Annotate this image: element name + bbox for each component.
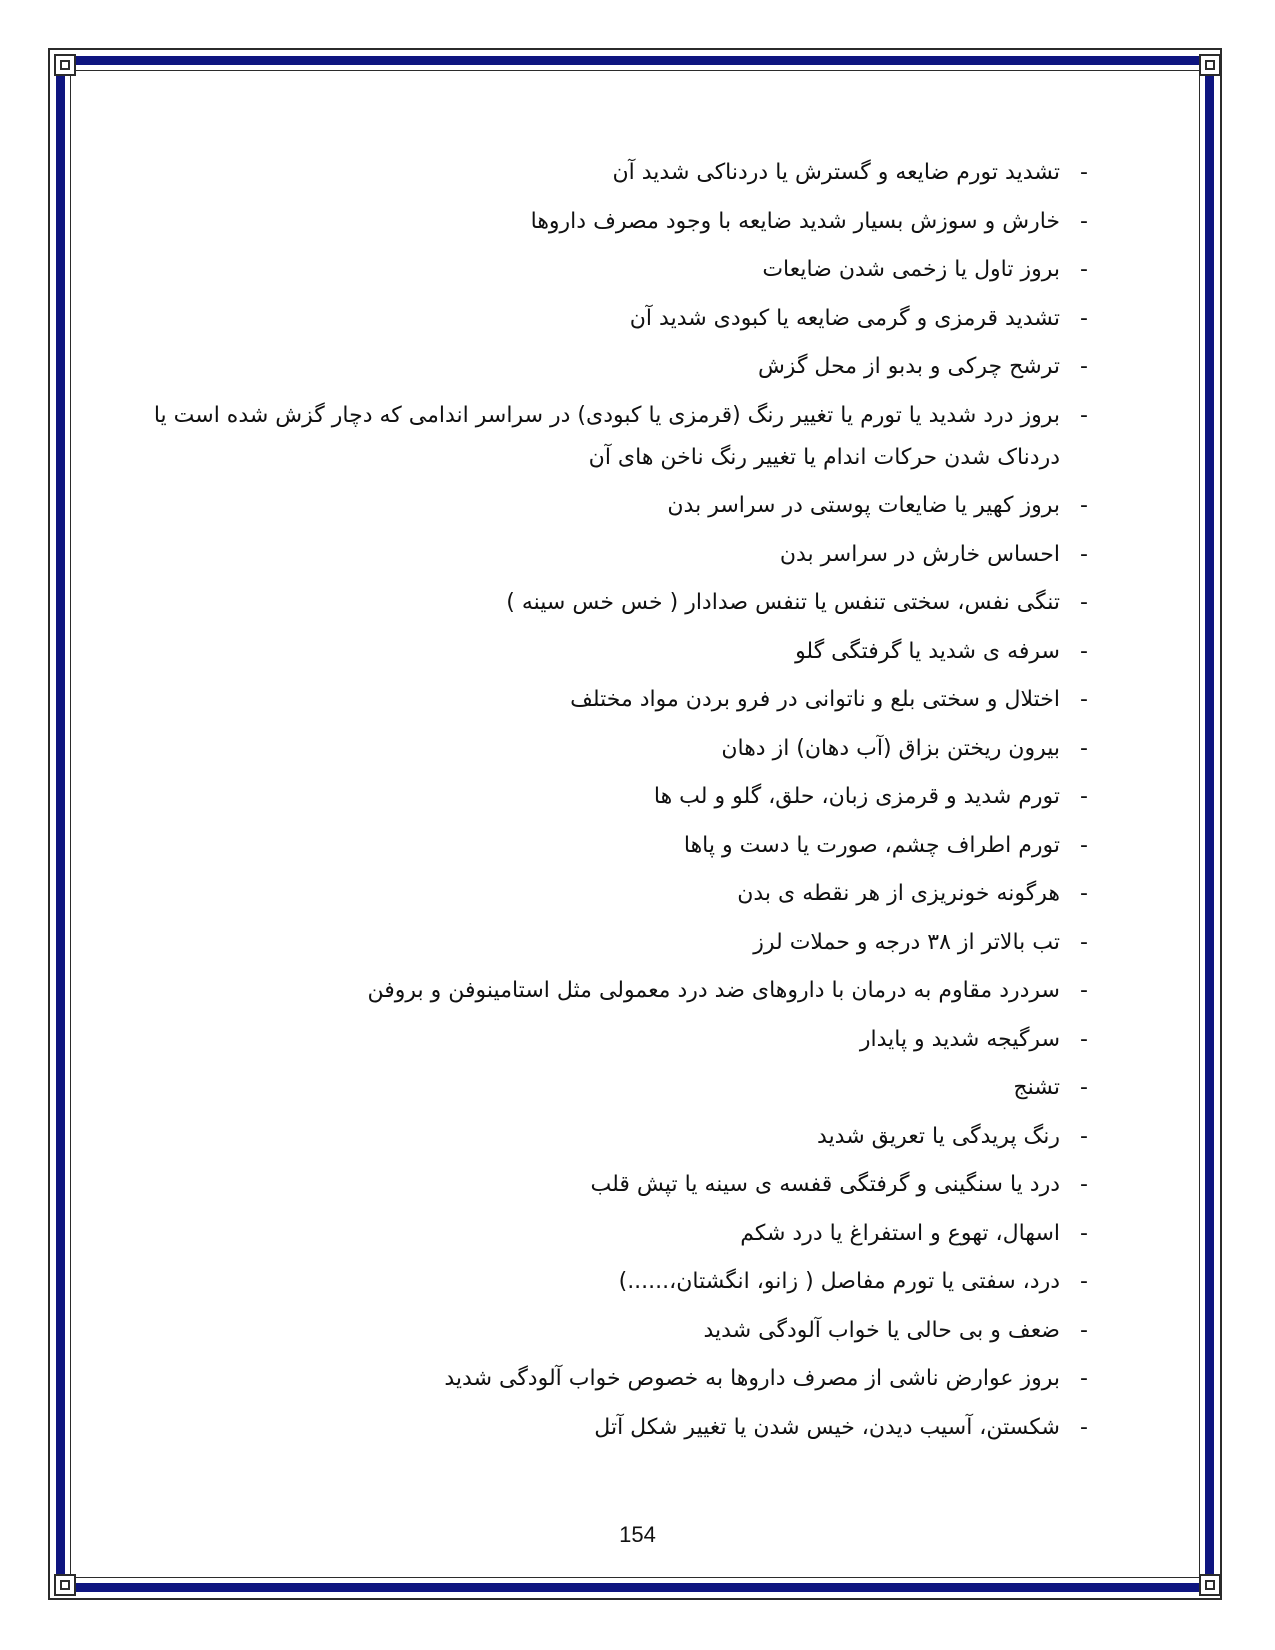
- list-bullet: -: [1080, 1075, 1088, 1100]
- list-bullet: -: [1080, 978, 1088, 1003]
- list-item-text: تورم شدید و قرمزی زبان، حلق، گلو و لب ها: [653, 784, 1060, 809]
- list-item: [140, 152, 1088, 194]
- list-item: [140, 776, 1088, 818]
- list-item-text: اسهال، تهوع و استفراغ یا درد شکم: [740, 1220, 1060, 1246]
- list-item: [140, 1019, 1088, 1061]
- list-item: [140, 1164, 1088, 1206]
- list-item-text: ترشح چرکی و بدبو از محل گزش: [757, 354, 1060, 379]
- list-item: [140, 485, 1088, 527]
- list-item: [140, 534, 1088, 576]
- list-bullet: -: [1080, 493, 1088, 518]
- list-item: [140, 1358, 1088, 1400]
- list-item-text: درد یا سنگینی و گرفتگی قفسه ی سینه یا تپش قلب: [590, 1172, 1060, 1197]
- list-bullet: -: [1080, 881, 1088, 906]
- list-bullet: -: [1080, 160, 1088, 185]
- list-item: [140, 582, 1088, 624]
- list-item-text: اختلال و سختی بلع و ناتوانی در فرو بردن مواد مختلف: [570, 687, 1060, 712]
- list-bullet: -: [1080, 402, 1088, 428]
- list-item: [140, 1067, 1088, 1109]
- list-bullet: -: [1080, 638, 1088, 664]
- list-bullet: -: [1080, 541, 1088, 567]
- list-item-text: بروز کهیر یا ضایعات پوستی در سراسر بدن: [667, 493, 1060, 518]
- list-item: [140, 1407, 1088, 1449]
- list-bullet: -: [1080, 208, 1088, 234]
- list-item-text: بیرون ریختن بزاق (آب دهان) از دهان: [721, 735, 1060, 761]
- list-item-text: بروز عوارض ناشی از مصرف داروها به خصوص خواب آلودگی شدید: [444, 1366, 1060, 1391]
- list-item: [140, 395, 1088, 479]
- list-bullet: -: [1080, 687, 1088, 712]
- list-item: [140, 922, 1088, 964]
- list-bullet: -: [1080, 1220, 1088, 1246]
- list-item: [140, 201, 1088, 243]
- list-item-text: سرفه ی شدید یا گرفتگی گلو: [795, 638, 1060, 664]
- list-bullet: -: [1080, 929, 1088, 955]
- border-corner-ornament: [1199, 54, 1221, 76]
- border-corner-ornament: [54, 54, 76, 76]
- list-bullet: -: [1080, 305, 1088, 331]
- list-item: [140, 631, 1088, 673]
- page-content: [140, 152, 1088, 1455]
- border-corner-ornament: [1199, 1574, 1221, 1596]
- list-item-text: تشنج: [1013, 1075, 1060, 1100]
- list-bullet: -: [1080, 257, 1088, 282]
- list-item-text: احساس خارش در سراسر بدن: [779, 541, 1060, 567]
- border-corner-ornament: [54, 1574, 76, 1596]
- list-item-text: تورم اطراف چشم، صورت یا دست و پاها: [683, 832, 1060, 858]
- list-item: [140, 970, 1088, 1012]
- list-bullet: -: [1080, 1269, 1088, 1294]
- list-item-text: تشدید تورم ضایعه و گسترش یا دردناکی شدید آن: [612, 160, 1060, 185]
- list-item: [140, 728, 1088, 770]
- list-item: [140, 825, 1088, 867]
- list-item: [140, 679, 1088, 721]
- list-item-text: شکستن، آسیب دیدن، خیس شدن یا تغییر شکل آتل: [594, 1414, 1060, 1440]
- list-item-text: بروز درد شدید یا تورم یا تغییر رنگ (قرمزی یا کبودی) در سراسر اندامی که دچار گزش شده است یا دردناک شدن حرکات اندام یا تغییر رنگ ناخن های آن: [153, 402, 1060, 470]
- list-item: [140, 1213, 1088, 1255]
- list-item-text: هرگونه خونریزی از هر نقطه ی بدن: [737, 881, 1060, 906]
- list-bullet: -: [1080, 354, 1088, 379]
- list-bullet: -: [1080, 1123, 1088, 1149]
- list-bullet: -: [1080, 735, 1088, 761]
- list-bullet: -: [1080, 1414, 1088, 1440]
- list-item-text: سرگیجه شدید و پایدار: [859, 1026, 1060, 1052]
- list-item-text: رنگ پریدگی یا تعریق شدید: [817, 1123, 1060, 1149]
- list-item-text: تنگی نفس، سختی تنفس یا تنفس صدادار ( خس خس سینه ): [506, 590, 1060, 615]
- list-item: [140, 1116, 1088, 1158]
- list-item-text: سردرد مقاوم به درمان با داروهای ضد درد معمولی مثل استامینوفن و بروفن: [367, 978, 1060, 1003]
- list-item-text: بروز تاول یا زخمی شدن ضایعات: [762, 257, 1060, 282]
- list-item: [140, 298, 1088, 340]
- list-bullet: -: [1080, 1026, 1088, 1052]
- page-number: 154: [619, 1522, 656, 1547]
- list-item-text: ضعف و بی حالی یا خواب آلودگی شدید: [703, 1317, 1060, 1343]
- warning-signs-list: [140, 152, 1088, 1449]
- list-item: [140, 1310, 1088, 1352]
- list-item: [140, 346, 1088, 388]
- list-item-text: خارش و سوزش بسیار شدید ضایعه با وجود مصرف داروها: [530, 208, 1060, 234]
- list-bullet: -: [1080, 784, 1088, 809]
- list-item: [140, 249, 1088, 291]
- list-item: [140, 1261, 1088, 1303]
- list-bullet: -: [1080, 1172, 1088, 1197]
- list-bullet: -: [1080, 1317, 1088, 1343]
- list-bullet: -: [1080, 832, 1088, 858]
- list-item: [140, 873, 1088, 915]
- list-bullet: -: [1080, 590, 1088, 615]
- list-item-text: تب بالاتر از ۳۸ درجه و حملات لرز: [753, 929, 1060, 955]
- list-item-text: تشدید قرمزی و گرمی ضایعه یا کبودی شدید آن: [629, 305, 1060, 331]
- list-item-text: درد، سفتی یا تورم مفاصل ( زانو، انگشتان،......): [618, 1269, 1060, 1294]
- list-bullet: -: [1080, 1366, 1088, 1391]
